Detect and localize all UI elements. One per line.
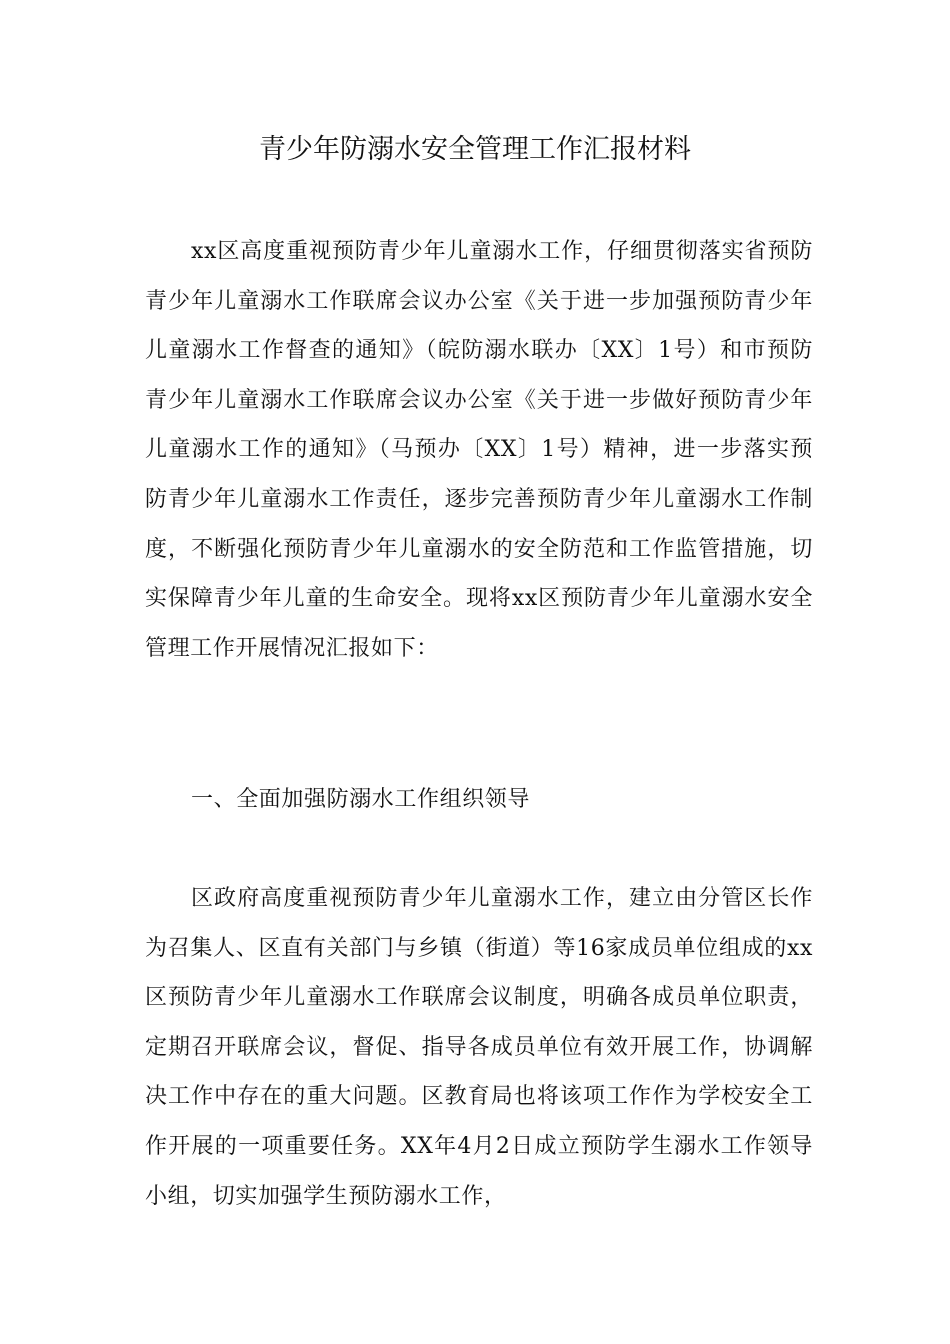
section-heading-1: 一、全面加强防溺水工作组织领导 (191, 787, 531, 812)
section-1-paragraph: 区政府高度重视预防青少年儿童溺水工作，建立由分管区长作为召集人、区直有关部门与乡镇（街道）等16家成员单位组成的xx区预防青少年儿童溺水工作联席会议制度，明确各成员单位职责，定期召开联席会议，督促、指导各成员单位有效开展工作，协调解决工作中存在的重大问题。区教育局也将该项工作作为学校安全工作开展的一项重要任务。XX年4月2日成立预防学生溺水工作领导小组，切实加强学生预防溺水工作， (145, 886, 813, 1209)
document-title: 青少年防溺水安全管理工作汇报材料 (259, 134, 691, 165)
intro-paragraph: xx区高度重视预防青少年儿童溺水工作，仔细贯彻落实省预防青少年儿童溺水工作联席会议办公室《关于进一步加强预防青少年儿童溺水工作督查的通知》（皖防溺水联办〔XX〕1号）和市预防青少年儿童溺水工作联席会议办公室《关于进一步做好预防青少年儿童溺水工作的通知》（马预办〔XX〕1号）精神，进一步落实预防青少年儿童溺水工作责任，逐步完善预防青少年儿童溺水工作制度，不断强化预防青少年儿童溺水的安全防范和工作监管措施，切实保障青少年儿童的生命安全。现将xx区预防青少年儿童溺水安全管理工作开展情况汇报如下： (145, 239, 813, 661)
